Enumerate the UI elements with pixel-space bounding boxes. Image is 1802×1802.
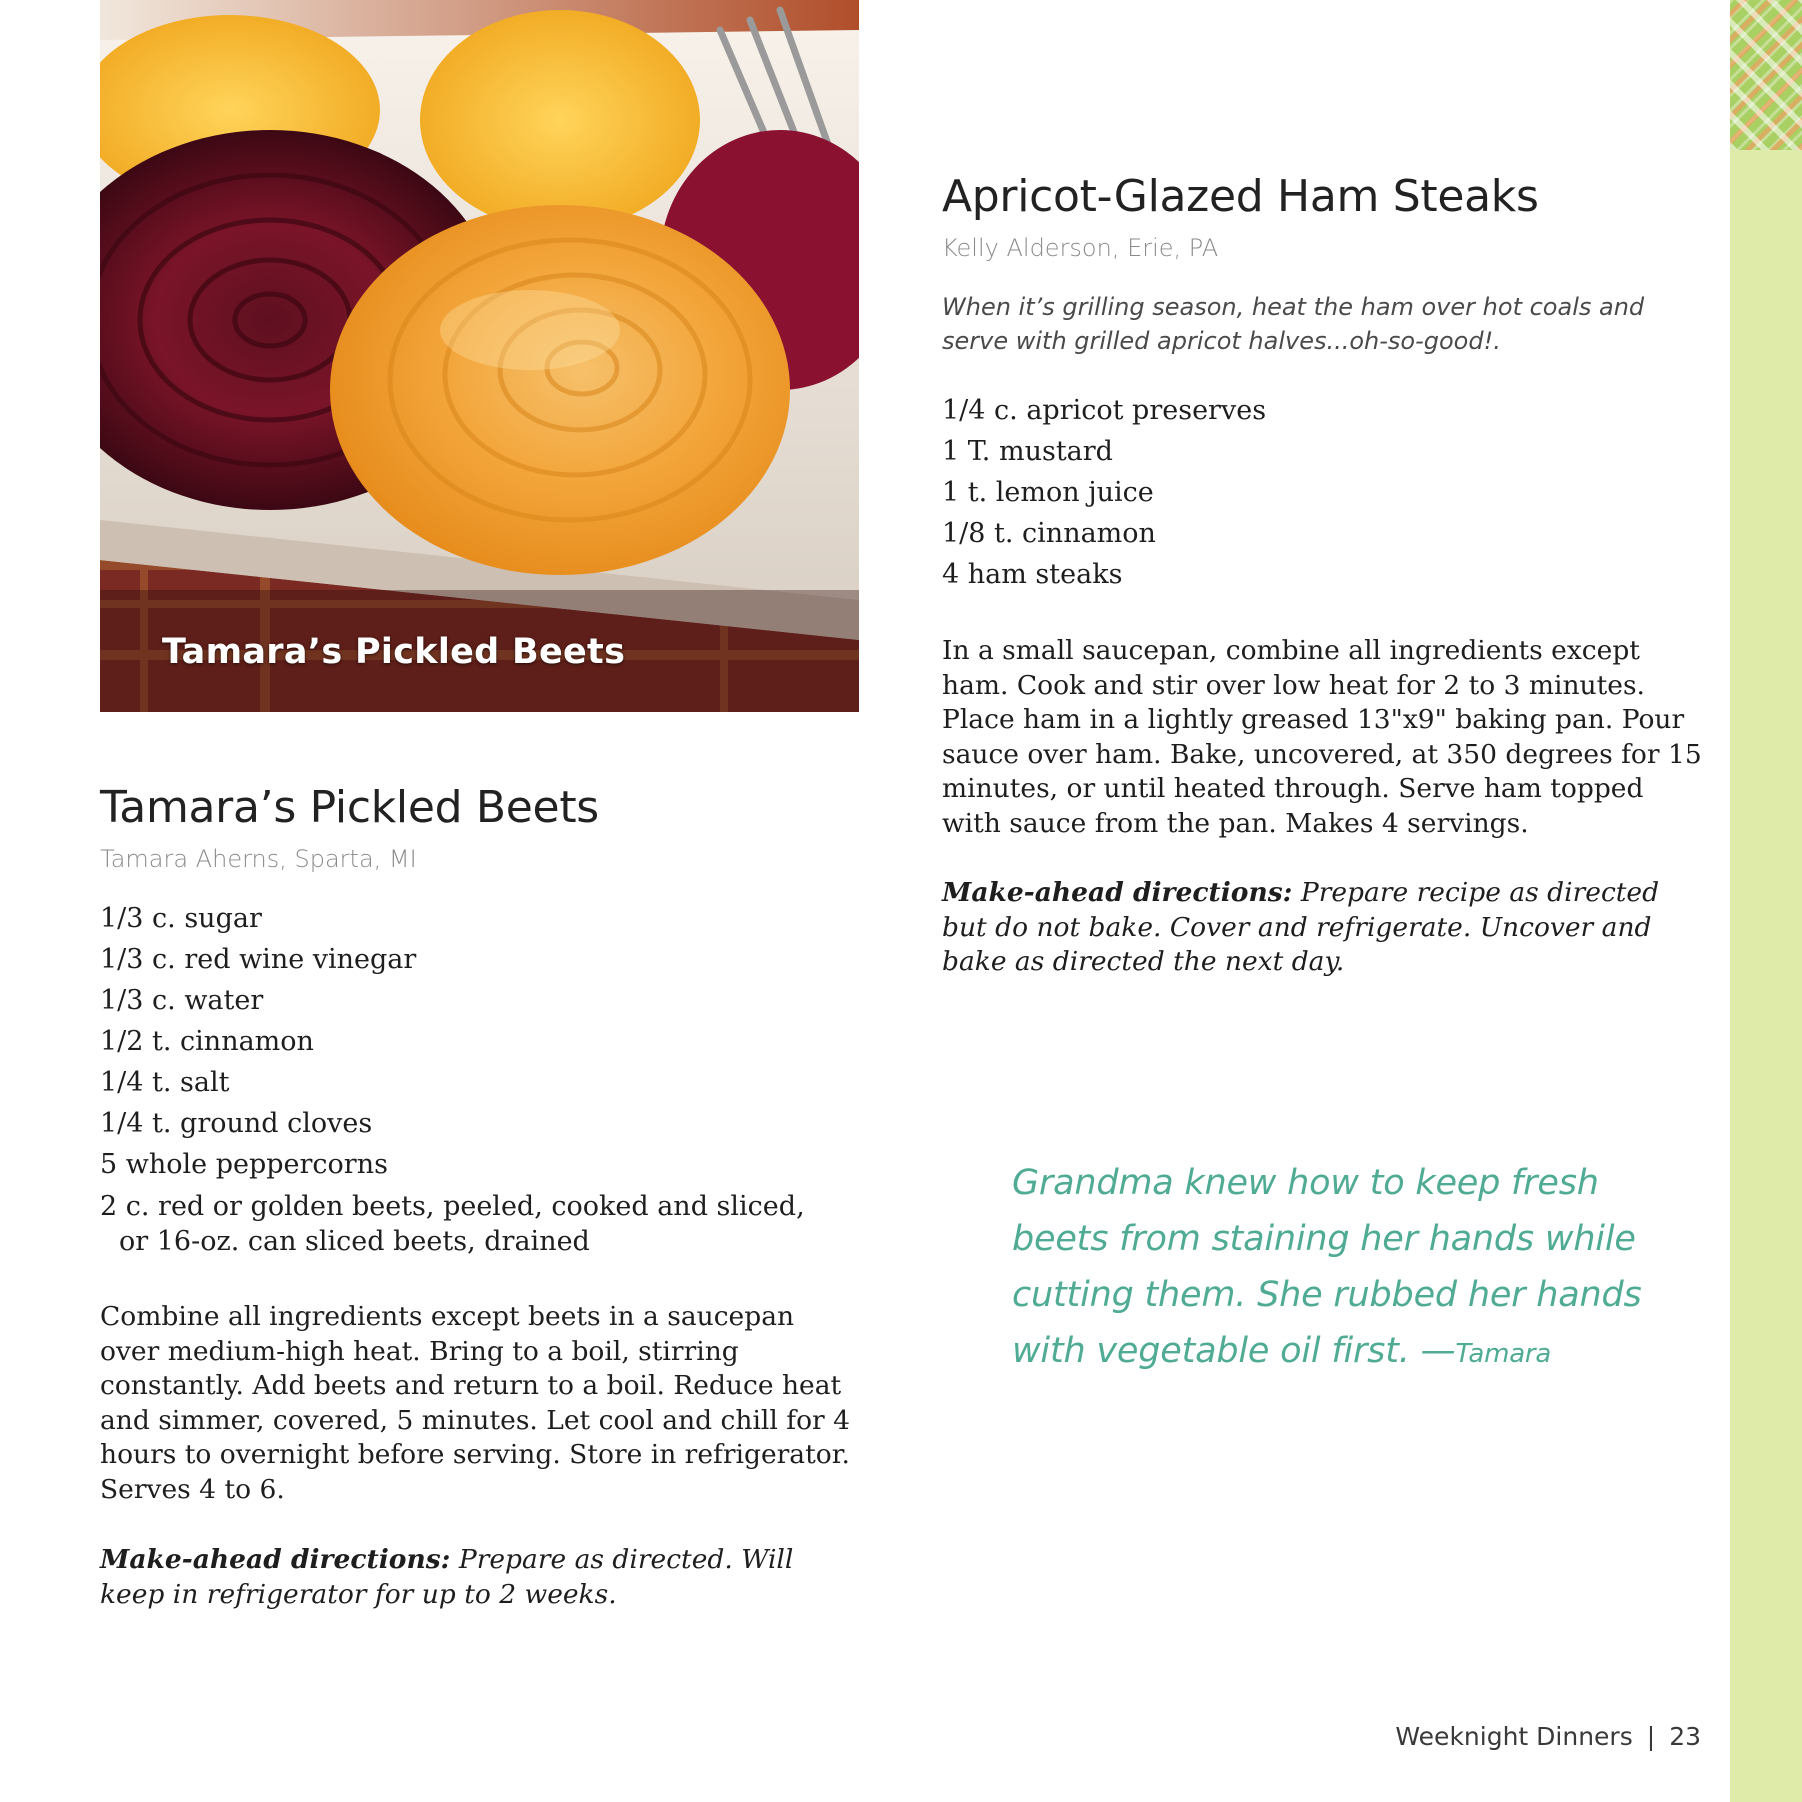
make-ahead-ham-steaks <box>942 876 1706 980</box>
ingredient-item: 1/4 c. apricot preserves <box>942 395 1267 426</box>
make-ahead-label: Make-ahead directions: <box>100 1544 451 1575</box>
footer-section-title: Weeknight Dinners <box>1395 1722 1633 1751</box>
make-ahead-text: Prepare recipe as directed but do not bake. Cover and refrigerate. Uncover and bake as directed the next day. <box>942 877 1660 978</box>
ingredient-item: 1 t. lemon juice <box>942 477 1154 508</box>
recipe-byline-ham-steaks: Kelly Alderson, Erie, PA <box>942 234 1219 262</box>
ingredient-item: 1/2 t. cinnamon <box>100 1026 314 1057</box>
ingredient-item: 2 c. red or golden beets, peeled, cooked and sliced, or 16-oz. can sliced beets, drained <box>100 1191 805 1257</box>
beets-illustration <box>100 0 859 712</box>
photo-caption: Tamara’s Pickled Beets <box>162 632 626 672</box>
recipe-byline-pickled-beets: Tamara Aherns, Sparta, MI <box>100 845 417 873</box>
ingredient-item: 1/3 c. sugar <box>100 903 262 934</box>
ingredient-item: 5 whole peppercorns <box>100 1149 388 1180</box>
make-ahead-text: Prepare as directed. Will keep in refrigerator for up to 2 weeks. <box>100 1544 794 1610</box>
recipe-title-ham-steaks: Apricot-Glazed Ham Steaks <box>942 171 1539 222</box>
make-ahead-label: Make-ahead directions: <box>942 877 1293 908</box>
page-number: 23 <box>1669 1722 1701 1751</box>
ingredient-list-ham-steaks <box>942 390 1682 595</box>
tip-attribution: Tamara <box>1455 1339 1552 1369</box>
plaid-corner-decoration <box>1730 0 1802 150</box>
footer-separator: | <box>1646 1722 1656 1751</box>
tip-text: Grandma knew how to keep fresh beets from staining her hands while cutting them. She rubbed her hands with vegetable oil first. — <box>1012 1163 1642 1371</box>
make-ahead-pickled-beets <box>100 1543 860 1612</box>
directions-ham-steaks: In a small saucepan, combine all ingredients except ham. Cook and stir over low heat for 2 to 3 minutes. Place ham in a lightly greased 13"x9" baking pan. Pour sauce over ham. Bake, uncovered, at 350 degrees for 15 minutes, or until heated through. Serve ham topped with sauce from the pan. Makes 4 servings. <box>942 635 1702 839</box>
recipe-intro-ham-steaks: When it’s grilling season, heat the ham over hot coals and serve with grilled apricot halves...oh-so-good!. <box>942 293 1645 355</box>
directions-pickled-beets: Combine all ingredients except beets in a saucepan over medium-high heat. Bring to a boil, stirring constantly. Add beets and return to a boil. Reduce heat and simmer, covered, 5 minutes. Let cool and chill for 4 hours to overnight before serving. Store in refrigerator. Serves 4 to 6. <box>100 1301 851 1505</box>
recipe-title-pickled-beets: Tamara’s Pickled Beets <box>100 782 599 833</box>
ingredient-item: 1 T. mustard <box>942 436 1113 467</box>
tip-callout <box>1012 1155 1672 1382</box>
ingredient-item: 1/8 t. cinnamon <box>942 518 1156 549</box>
ingredient-list-pickled-beets <box>100 898 820 1259</box>
ingredient-item: 1/4 t. ground cloves <box>100 1108 373 1139</box>
ingredient-item: 1/3 c. red wine vinegar <box>100 944 417 975</box>
decorative-side-band <box>1730 0 1802 1802</box>
ingredient-item: 1/4 t. salt <box>100 1067 230 1098</box>
page-footer <box>1395 1722 1701 1751</box>
recipe-photo <box>100 0 859 712</box>
ingredient-item: 1/3 c. water <box>100 985 264 1016</box>
ingredient-item: 4 ham steaks <box>942 559 1123 590</box>
